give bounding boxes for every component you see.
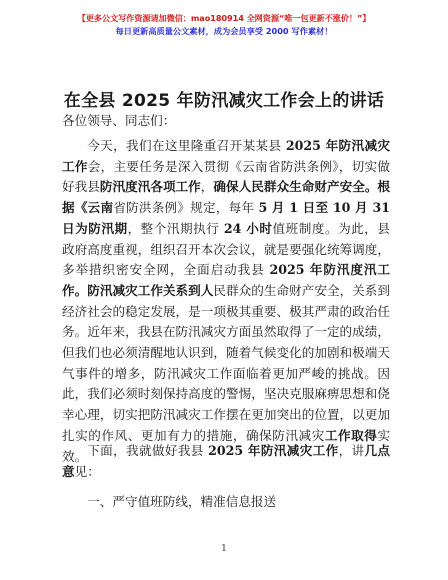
promo-banner [0,12,448,38]
p1-text-2: 会，主要任务是深入贯彻《云南省防洪条例》，切实做好我县 [62,158,391,195]
p2-bold-1: 2025 年防汛减灾工作 [208,443,339,458]
p1-bold-7: 工作取得 [324,427,378,443]
section-heading-1: 一、严守值班防线，精准信息报送 [87,494,277,509]
p1-text-8: 实效。 [62,427,391,464]
p2-text-3: 见： [74,463,100,479]
p2-text-1: 下面，我就做好我县 [87,443,209,458]
p1-bold-1: 2025 年防汛减灾工作 [62,138,390,174]
p1-text-5: ，整个汛期执行 [127,220,224,236]
p1-bold-6: 2025 年防汛度汛工作。防汛减灾工作关系到人 [62,262,390,298]
p2-text-2: ，讲 [338,443,365,458]
p1-text-1: 今天，我们在这里隆重召开某某县 [87,138,286,153]
greeting: 各位领导、同志们： [62,113,176,128]
p1-text-6: 值班制度。为此，县政府高度重视，组织召开本次会议，就是要强化统筹调度，多举措织密安全网，全面启动我县 [62,220,390,278]
p1-text-3: ， [200,179,214,195]
p1-bold-4: 5 月 1 日至 10 月 31 日为防汛期 [62,200,390,236]
document-title: 在全县 2025 年防汛减灾工作会上的讲话 [63,91,385,111]
paragraph-1 [62,136,390,467]
p1-text-7: 民群众的生命财产安全，关系到经济社会的稳定发展，是一项极其重要、极其严肃的政治任务。近年来，我县在防汛减灾方面虽然取得了一定的成绩，但我们也必须清醒地认识到，随着气候变化的加剧和极端天气事件的增多，防汛减灾工作面临着更加严峻的挑战。因此，我们必须时刻保持高度的警惕，坚决克服麻痹思想和侥幸心理，切实把防汛减灾工作摆在更加突出的位置，以更加扎实的作风、更加有力的措施，确保防汛减灾 [62,282,391,443]
p1-bold-5: 24 小时 [223,220,273,236]
paragraph-2 [62,441,390,482]
banner-line-2: 每日更新高质量公文素材，成为会员享受 2000 写作素材！ [115,26,333,36]
p1-bold-2: 防汛度汛各项工作 [99,179,201,195]
p1-bold-3: 确保人民群众生命财产安全。根据《云南 [62,179,391,216]
p2-bold-2: 几点意 [62,443,391,479]
p1-text-4: 省防洪条例》规定，每年 [113,200,259,216]
page-number: 1 [221,544,227,554]
banner-line-1: 【更多公文写作资源请加微信：mao180914 全网资源“唯一包更新不涨价！”】 [77,13,371,23]
